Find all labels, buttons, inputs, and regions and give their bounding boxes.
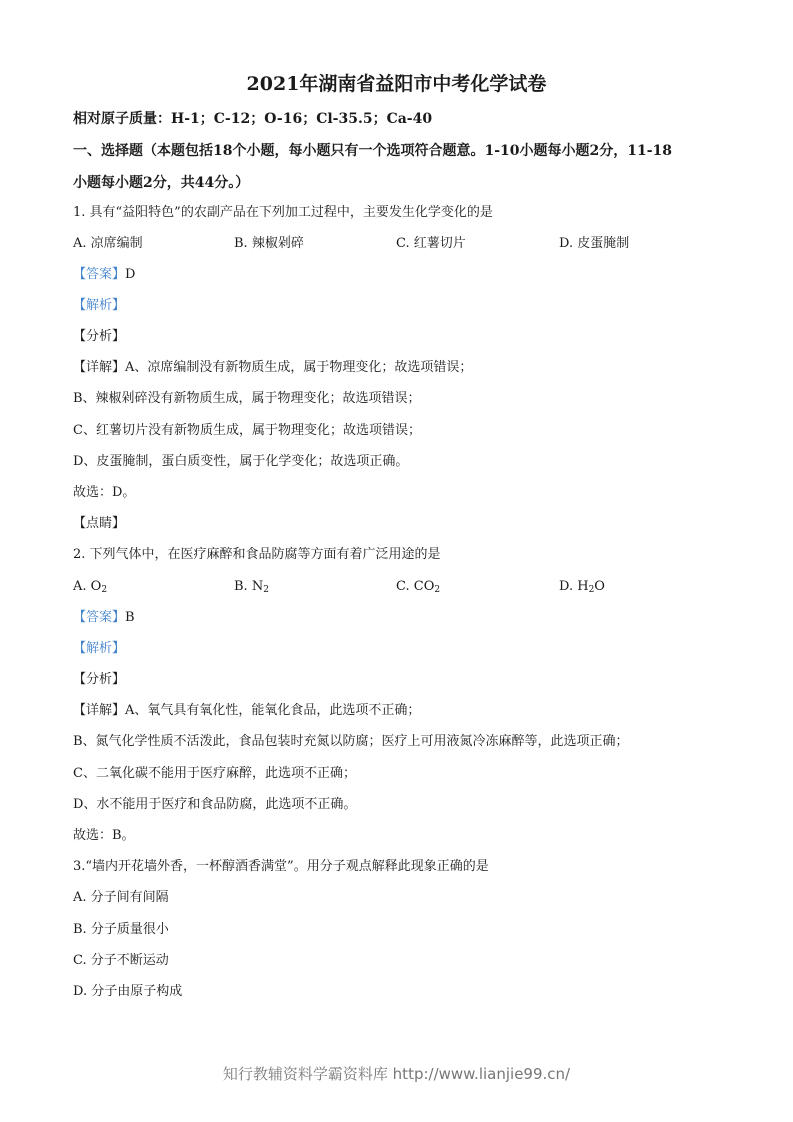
q2-detail-b: B、氮气化学性质不活泼此，食品包装时充氮以防腐；医疗上可用液氮冷冻麻醉等，此选项正确； bbox=[73, 734, 629, 749]
q1-detail-b: B、辣椒剁碎没有新物质生成，属于物理变化；故选项错误； bbox=[73, 391, 421, 406]
q3-option-c: C. 分子不断运动 bbox=[73, 953, 169, 968]
section-heading-line-2: 小题每小题2分，共44分。） bbox=[73, 175, 250, 191]
q2-option-a bbox=[73, 579, 107, 595]
q1-detail-d: D、皮蛋腌制，蛋白质变性，属于化学变化；故选项正确。 bbox=[73, 454, 409, 469]
q2-option-a-text: A. O bbox=[73, 579, 102, 594]
q1-answer-value: D bbox=[125, 267, 136, 282]
q3-stem: 3.“墙内开花墙外香，一杯醇酒香满堂”。用分子观点解释此现象正确的是 bbox=[73, 859, 489, 874]
q1-option-a: A. 凉席编制 bbox=[73, 236, 143, 251]
q2-option-c-text: C. CO bbox=[396, 579, 435, 594]
q2-option-b-sub: 2 bbox=[263, 585, 269, 595]
q2-option-c bbox=[396, 579, 440, 595]
q2-option-d bbox=[559, 579, 605, 595]
q1-dianjing-tag: 【点睛】 bbox=[73, 516, 126, 531]
q3-option-b: B. 分子质量很小 bbox=[73, 922, 169, 937]
q2-option-d-sub: 2 bbox=[588, 585, 595, 595]
q1-option-c: C. 红薯切片 bbox=[396, 236, 466, 251]
q2-fenxi-tag: 【分析】 bbox=[73, 672, 126, 687]
q1-jiexi-tag: 【解析】 bbox=[73, 298, 126, 313]
footer-watermark: 知行教辅资料学霸资料库 http://www.lianjie99.cn/ bbox=[222, 1065, 571, 1083]
q2-answer-value: B bbox=[125, 610, 135, 625]
q1-fenxi-tag: 【分析】 bbox=[73, 329, 126, 344]
q1-detail-tag: 【详解】 bbox=[73, 360, 126, 375]
q2-stem: 2. 下列气体中，在医疗麻醉和食品防腐等方面有着广泛用途的是 bbox=[73, 547, 441, 562]
q2-option-a-sub: 2 bbox=[101, 585, 108, 595]
q2-detail-d: D、水不能用于医疗和食品防腐，此选项不正确。 bbox=[73, 797, 357, 812]
q2-option-c-sub: 2 bbox=[434, 585, 441, 595]
q2-detail-c: C、二氧化碳不能用于医疗麻醉，此选项不正确； bbox=[73, 766, 356, 781]
q2-detail-tag: 【详解】 bbox=[73, 703, 126, 718]
q1-detail-a bbox=[73, 360, 472, 376]
q1-option-d: D. 皮蛋腌制 bbox=[559, 236, 630, 251]
q2-answer-tag: 【答案】 bbox=[73, 610, 126, 625]
q1-choose: 故选：D。 bbox=[73, 485, 136, 500]
q2-detail-a bbox=[73, 703, 420, 719]
page-title: 2021年湖南省益阳市中考化学试卷 bbox=[246, 73, 547, 95]
q2-option-d-suffix: O bbox=[594, 579, 605, 594]
q2-option-b-text: B. N bbox=[234, 579, 264, 594]
q2-choose: 故选：B。 bbox=[73, 828, 135, 843]
q1-detail-c: C、红薯切片没有新物质生成，属于物理变化；故选项错误； bbox=[73, 423, 421, 438]
q2-jiexi-tag: 【解析】 bbox=[73, 641, 126, 656]
q2-detail-a-text: A、氧气具有氧化性，能氧化食品，此选项不正确； bbox=[125, 703, 421, 718]
q1-stem: 1. 具有“益阳特色”的农副产品在下列加工过程中，主要发生化学变化的是 bbox=[73, 205, 493, 220]
atomic-mass-line: 相对原子质量：H-1；C-12；O-16；Cl-35.5；Ca-40 bbox=[73, 111, 433, 127]
q3-option-d: D. 分子由原子构成 bbox=[73, 984, 183, 999]
q1-detail-a-text: A、凉席编制没有新物质生成，属于物理变化；故选项错误； bbox=[125, 360, 473, 375]
section-heading-line-1: 一、选择题（本题包括18个小题，每小题只有一个选项符合题意。1-10小题每小题2分，11-18 bbox=[73, 143, 673, 159]
q1-option-b: B. 辣椒剁碎 bbox=[234, 236, 304, 251]
q3-option-a: A. 分子间有间隔 bbox=[73, 890, 169, 905]
q2-option-d-text: D. H bbox=[559, 579, 589, 594]
q2-option-b bbox=[234, 579, 269, 595]
q1-answer-tag: 【答案】 bbox=[73, 267, 126, 282]
q1-answer-line bbox=[73, 267, 135, 283]
q2-answer-line bbox=[73, 610, 135, 626]
